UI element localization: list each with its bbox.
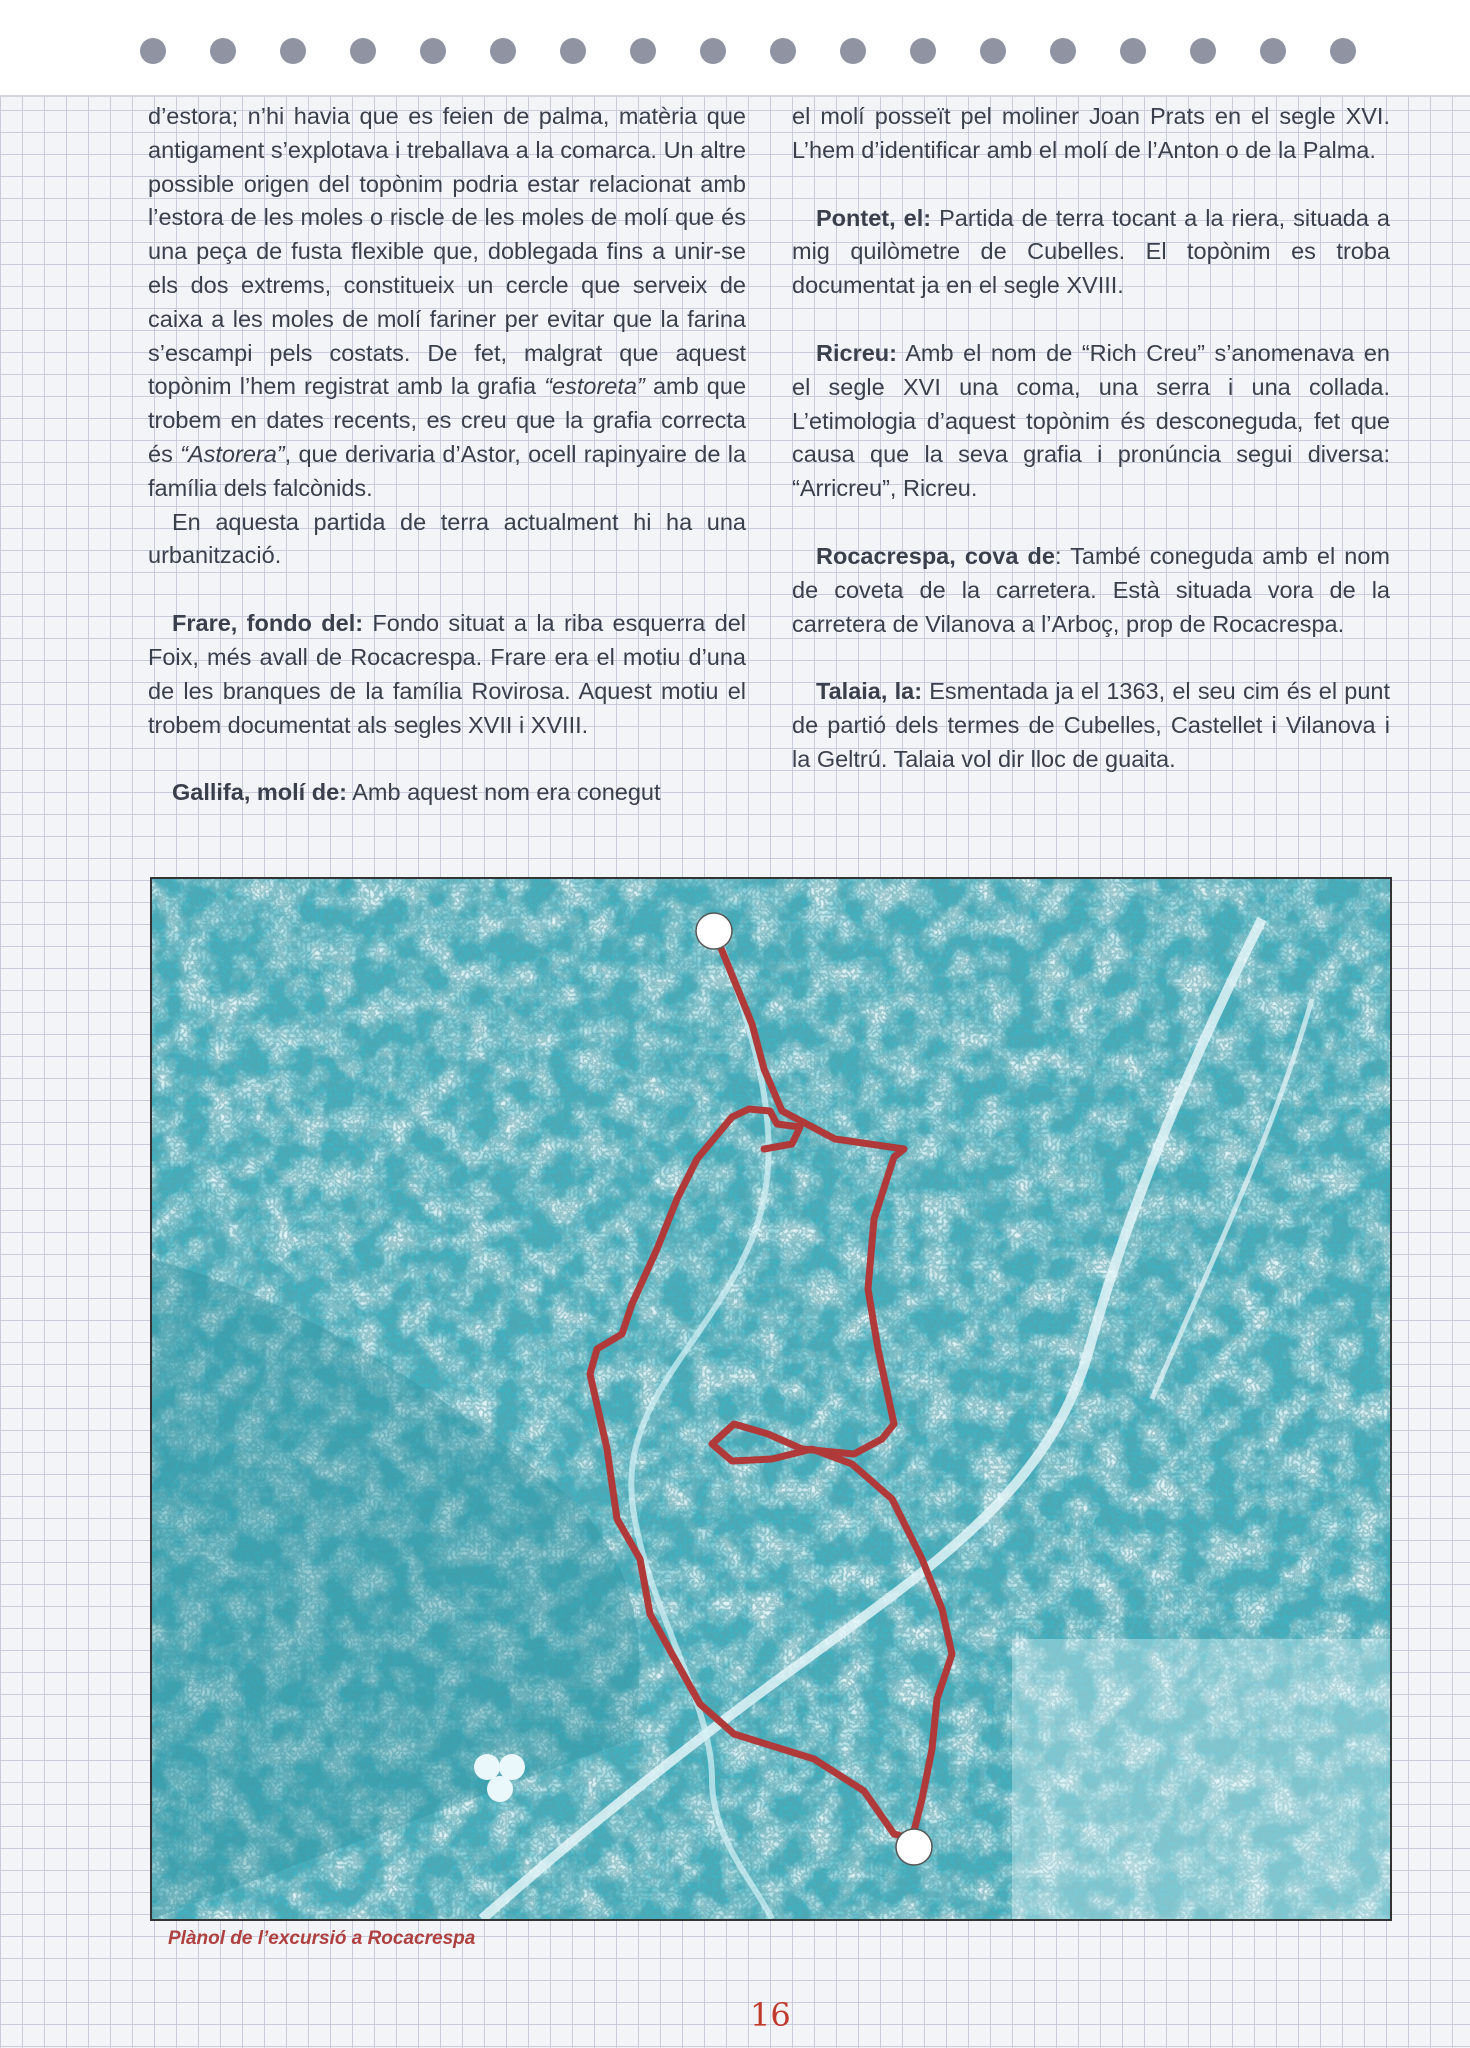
binding-hole xyxy=(1190,38,1216,64)
binding-hole xyxy=(770,38,796,64)
binding-hole xyxy=(980,38,1006,64)
start-marker xyxy=(696,913,732,949)
binding-hole xyxy=(1050,38,1076,64)
map-caption: Plànol de l’excursió a Rocacrespa xyxy=(168,1928,476,1949)
binding-hole xyxy=(350,38,376,64)
entry-frare: Frare, fondo del: Fondo situat a la riba esquerra del Foix, més avall de Rocacrespa. Frare era el motiu d’una de les branques de la família Rovirosa. Aquest motiu el trobem documentat als segles XVII i XVIII. xyxy=(148,610,746,738)
entry-gallifa: Gallifa, molí de: Amb aquest nom era conegut xyxy=(172,779,661,806)
end-marker xyxy=(896,1829,932,1865)
aerial-photo xyxy=(152,879,1390,1919)
entry-ricreu: Ricreu: Amb el nom de “Rich Creu” s’anomenava en el segle XVI una coma, una serra i una collada. L’etimologia d’aquest topònim és desconeguda, fet que causa que la seva grafia i pronúncia segui diversa: “Arricreu”, Ricreu. xyxy=(792,339,1390,502)
water-tank xyxy=(474,1754,500,1780)
binding-hole xyxy=(420,38,446,64)
entry-talaia: Talaia, la: Esmentada ja el 1363, el seu cim és el punt de partió dels termes de Cubelles, Castellet i Vilanova i la Geltrú. Talaia vol dir lloc de guaita. xyxy=(792,678,1390,772)
binding-hole xyxy=(840,38,866,64)
water-tank xyxy=(499,1754,525,1780)
binding-hole xyxy=(1120,38,1146,64)
binding-hole xyxy=(280,38,306,64)
town-area xyxy=(1012,1639,1390,1919)
page-number: 16 xyxy=(750,1996,791,2034)
binding-hole xyxy=(1260,38,1286,64)
binding-hole xyxy=(210,38,236,64)
entry-term: Ricreu: xyxy=(816,339,897,366)
binding-hole xyxy=(560,38,586,64)
right-text-column xyxy=(792,100,1390,777)
estoreta-paragraph: d’estora; n’hi havia que es feien de palma, matèria que antigament s’explotava i treballava a la comarca. Un altre possible origen del topònim podria estar relacionat amb l’estora de les moles o riscle de les moles de molí que és una peça de fusta flexible que, doblegada fins a unir-se els dos extrems, constitueix un cercle que serveix de caixa a les moles de molí fariner per evitar que la farina s’escampi pels costats. De fet, malgrat que aquest topònim l’hem registrat amb la grafia “estoreta” amb que trobem en dates recents, es creu que la grafia correcta és “Astorera”, que derivaria d’Astor, ocell rapinyaire de la família dels falcònids. xyxy=(148,103,747,501)
entry-rocacrespa: Rocacrespa, cova de: També coneguda amb el nom de coveta de la carretera. Està situada vora de la carretera de Vilanova a l’Arboç, prop de Rocacrespa. xyxy=(792,542,1390,637)
entry-term: Rocacrespa, cova de xyxy=(816,542,1055,569)
entry-term: Talaia, la: xyxy=(816,678,923,705)
water-tank xyxy=(487,1776,513,1802)
entry-term: Pontet, el: xyxy=(816,204,932,231)
binding-hole xyxy=(910,38,936,64)
binding-hole xyxy=(1330,38,1356,64)
entry-pontet: Pontet, el: Partida de terra tocant a la riera, situada a mig quilòmetre de Cubelles. El topònim es troba documentat ja en el segle XVIII. xyxy=(792,204,1390,299)
entry-gallifa-continued: el molí posseït pel moliner Joan Prats en el segle XVI. L’hem d’identificar amb el molí de l’Anton o de la Palma. xyxy=(792,103,1390,163)
binding-hole xyxy=(490,38,516,64)
binding-hole xyxy=(630,38,656,64)
entry-term: Frare, fondo del: xyxy=(172,610,364,637)
binding-hole xyxy=(140,38,166,64)
route-map xyxy=(150,877,1392,1921)
notebook-binding xyxy=(0,0,1470,97)
entry-term: Gallifa, molí de: xyxy=(172,779,347,806)
left-text-column xyxy=(148,100,746,810)
binding-hole xyxy=(700,38,726,64)
urbanitzacio-paragraph: En aquesta partida de terra actualment hi ha una urbanització. xyxy=(148,508,746,569)
